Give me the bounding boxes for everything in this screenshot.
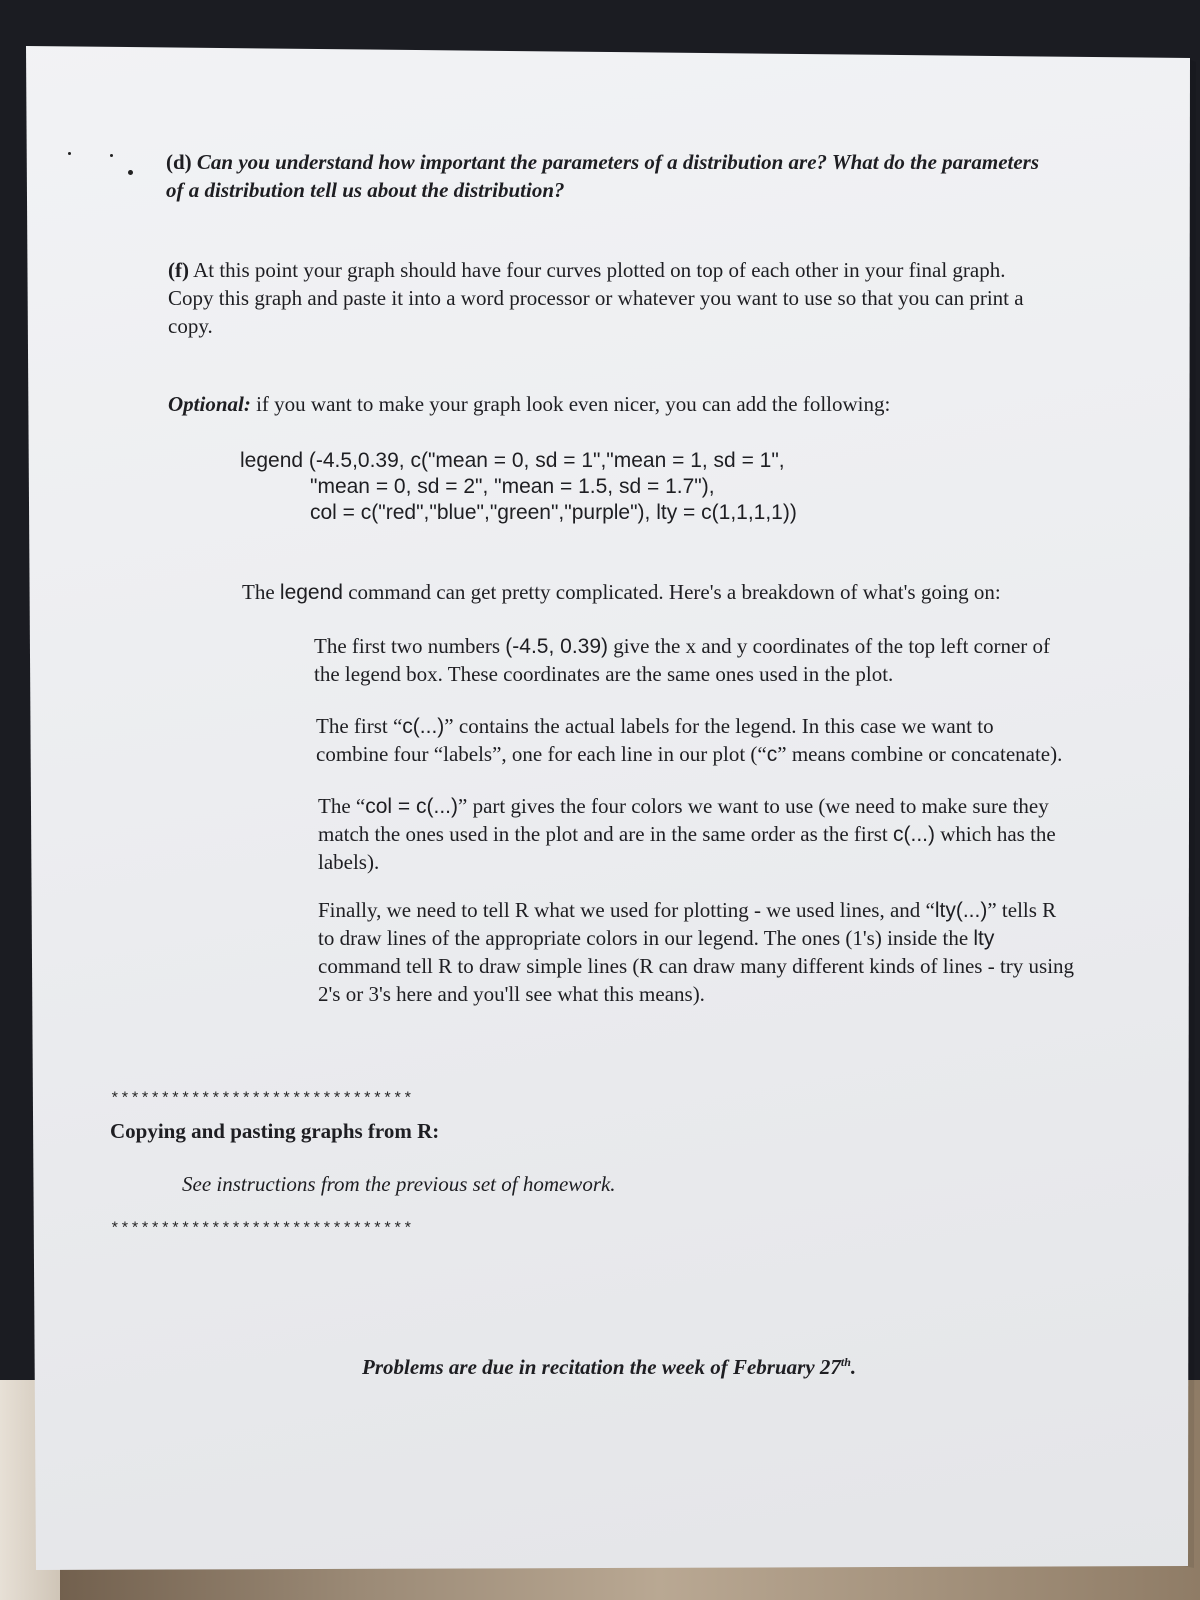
- part-d-line-2: [166, 176, 565, 204]
- due-date-line: [362, 1348, 856, 1381]
- due-date-sup: th: [840, 1355, 851, 1369]
- para-4-text-4: 2's or 3's here and you'll see what this means).: [318, 982, 705, 1006]
- para-4-line-1: [318, 896, 1056, 925]
- star-divider-bottom: ******************************: [110, 1220, 414, 1238]
- bullet-dot: [128, 170, 133, 175]
- para-2-pre: The first “: [316, 714, 403, 738]
- part-d-question-1: Can you understand how important the parameters of a distribution are? What do the parameters: [196, 150, 1040, 174]
- para-4-line-3: [318, 952, 1074, 980]
- due-date-text: Problems are due in recitation the week of February 27: [362, 1355, 841, 1379]
- para-3-post: ” part gives the four colors we want to use (we need to make sure they: [458, 794, 1049, 818]
- breakdown-intro-post: command can get pretty complicated. Here's a breakdown of what's going on:: [348, 580, 1001, 604]
- para-3-line-2: [318, 820, 1056, 849]
- para-2-line-1: [316, 712, 994, 741]
- part-d-label: (d): [166, 150, 192, 174]
- para-1-code: (-4.5, 0.39): [505, 635, 609, 658]
- optional-label: Optional:: [168, 392, 251, 416]
- para-4-post: ” tells R: [987, 898, 1057, 922]
- para-3-post-2: which has the: [940, 822, 1056, 846]
- part-f-line-3: [168, 312, 213, 340]
- para-3-pre-2: match the ones used in the plot and are in the same order as the first: [318, 822, 888, 846]
- para-4-pre-2: to draw lines of the appropriate colors in our legend. The ones (1's) inside the: [318, 926, 969, 950]
- para-3-text-3: labels).: [318, 850, 380, 874]
- para-2-post: ” contains the actual labels for the legend. In this case we want to: [444, 714, 994, 738]
- copy-heading: Copying and pasting graphs from R:: [110, 1119, 440, 1143]
- part-f-text-3: copy.: [168, 314, 213, 338]
- part-f-line-1: [168, 256, 1005, 284]
- part-f-label: (f): [168, 258, 189, 282]
- para-4-line-2: [318, 924, 994, 953]
- part-d-question-2: of a distribution tell us about the distribution?: [166, 178, 565, 202]
- para-2-code: c(...): [402, 715, 445, 738]
- code-line-2: "mean = 0, sd = 2", "mean = 1.5, sd = 1.7"),: [310, 475, 715, 498]
- breakdown-intro: [242, 578, 1001, 607]
- para-3-line-1: [318, 792, 1049, 821]
- para-4-code-2: lty: [973, 927, 995, 950]
- part-f-text-1: At this point your graph should have four curves plotted on top of each other in your final graph.: [193, 258, 1006, 282]
- margin-dot: [68, 152, 71, 155]
- para-3-code: col = c(...): [365, 795, 459, 818]
- para-2-pre-2: combine four “labels”, one for each line in our plot (“: [316, 742, 767, 766]
- para-1-pre: The first two numbers: [314, 634, 501, 658]
- due-date-end: .: [850, 1355, 857, 1379]
- para-4-line-4: [318, 980, 705, 1008]
- part-f-line-2: [168, 284, 1024, 312]
- code-line-3: col = c("red","blue","green","purple"), lty = c(1,1,1,1)): [310, 501, 797, 524]
- breakdown-intro-pre: The: [242, 580, 275, 604]
- para-4-code: lty(...): [934, 899, 988, 922]
- breakdown-intro-keyword: legend: [279, 581, 343, 604]
- para-1-post: give the x and y coordinates of the top left corner of: [613, 634, 1051, 658]
- part-f-text-2: Copy this graph and paste it into a word processor or whatever you want to use so that you can print a: [168, 286, 1024, 310]
- para-1-line-1: [314, 632, 1050, 661]
- optional-line: [168, 390, 890, 418]
- para-3-line-3: [318, 848, 379, 876]
- optional-text: if you want to make your graph look even nicer, you can add the following:: [256, 392, 891, 416]
- para-3-pre: The “: [318, 794, 366, 818]
- para-2-code-2: c: [766, 743, 778, 766]
- margin-dot: [110, 154, 113, 157]
- star-divider-top: ******************************: [110, 1090, 414, 1108]
- part-d-line-1: [166, 148, 1039, 176]
- para-4-text-3: command tell R to draw simple lines (R can draw many different kinds of lines - try using: [318, 954, 1075, 978]
- copy-instructions: See instructions from the previous set of homework.: [182, 1172, 616, 1196]
- para-4-pre: Finally, we need to tell R what we used for plotting - we used lines, and “: [318, 898, 935, 922]
- para-2-line-2: [316, 740, 1062, 769]
- para-1-text-2: the legend box. These coordinates are the same ones used in the plot.: [314, 662, 894, 686]
- para-3-code-2: c(...): [893, 823, 935, 846]
- code-line-1: legend (-4.5,0.39, c("mean = 0, sd = 1","mean = 1, sd = 1",: [240, 449, 785, 472]
- para-2-post-2: ” means combine or concatenate).: [777, 742, 1063, 766]
- para-1-line-2: [314, 660, 893, 688]
